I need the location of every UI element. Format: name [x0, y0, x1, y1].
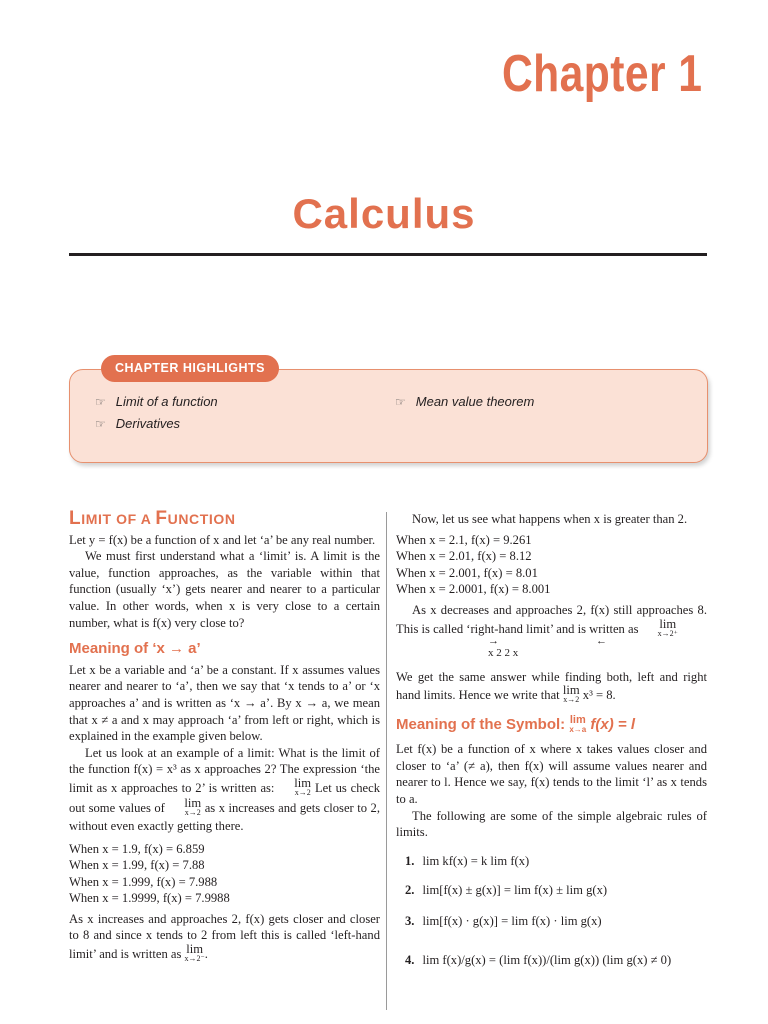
subsection-heading: Meaning of the Symbol: lim x→a f(x) = l	[396, 714, 636, 735]
subsection-heading: Meaning of ‘x → a’	[69, 640, 201, 658]
paragraph: Let us look at an example of a limit: What is the limit of the function f(x) = x³ as x approaches 2? The expression ‘the limit as x approaches to 2’ is written as: lim x→2 Let us check out some values of lim x→2 as x increases and gets closer to 2, without even exactly getting there.	[69, 745, 380, 833]
limit-expression: lim x→2⁻	[184, 942, 205, 964]
pointing-hand-icon: ☞	[95, 417, 106, 431]
chapter-title: Calculus	[292, 190, 476, 237]
pointing-hand-icon: ☞	[95, 395, 106, 409]
value-row: When x = 2.01, f(x) = 8.12	[396, 549, 532, 564]
paragraph: As x decreases and approaches 2, f(x) still approaches 8. This is called ‘right-hand limit’ and is written as lim x→2⁺	[396, 602, 707, 638]
highlights-tab: CHAPTER HIGHLIGHTS	[101, 355, 279, 382]
paragraph: The following are some of the simple algebraic rules of limits.	[396, 808, 707, 840]
paragraph: Let x be a variable and ‘a’ be a constant. If x assumes values nearer and nearer to ‘a’, then we say that ‘x tends to a’ or ‘x approaches a’ and is written as ‘x → a’. By x → a, we mean that x ≠ a and x may approach ‘a’ from left or right, which is explained in the example given below.	[69, 662, 380, 744]
limit-rule: 1. lim kf(x) = k lim f(x)	[405, 854, 530, 868]
column-divider	[386, 512, 387, 1010]
limit-rule: 4. lim f(x)/g(x) = (lim f(x))/(lim g(x)) (lim g(x) ≠ 0)	[405, 953, 672, 967]
value-row: When x = 2.1, f(x) = 9.261	[396, 532, 532, 547]
limit-rule: 2. lim[f(x) ± g(x)] = lim f(x) ± lim g(x)	[405, 883, 608, 897]
value-row: When x = 1.9999, f(x) = 7.9988	[69, 891, 230, 906]
chapter-number: Chapter 1	[501, 45, 702, 103]
value-row: When x = 2.001, f(x) = 8.01	[396, 565, 538, 580]
paragraph: As x increases and approaches 2, f(x) gets closer and closer to 8 and since x tends to 2 from left this is called ‘left-hand limit’ and is written as lim x→2⁻ .	[69, 911, 380, 964]
limit-expression: lim x→2⁺	[657, 616, 678, 638]
paragraph: We get the same answer while finding both, left and right hand limits. Hence we write that lim x→2 x³ = 8.	[396, 669, 707, 705]
value-row: When x = 2.0001, f(x) = 8.001	[396, 582, 551, 597]
paragraph: Let y = f(x) be a function of x and let ‘a’ be any real number.	[69, 532, 376, 547]
title-rule	[69, 253, 707, 256]
value-row: When x = 1.99, f(x) = 7.88	[69, 858, 205, 873]
limit-expression: lim x→2	[294, 775, 312, 797]
value-list	[396, 532, 707, 598]
limit-rule: 3. lim[f(x) · g(x)] = lim f(x) · lim g(x)	[405, 914, 602, 928]
arrow-figure: x 2 2 x → ←	[488, 634, 607, 659]
paragraph: Let f(x) be a function of x where x takes values closer and closer to ‘a’ (≠ a), then f(x) will assume values nearer and nearer to l. Hence we say, f(x) tends to the limit ‘l’ as x tends to a.	[396, 742, 707, 806]
highlight-item: ☞ Derivatives	[95, 416, 181, 431]
paragraph: Now, let us see what happens when x is greater than 2.	[412, 512, 688, 526]
section-heading: LIMIT OF A FUNCTION	[69, 508, 236, 529]
limit-expression: lim x→2	[184, 795, 202, 817]
paragraph: We must first understand what a ‘limit’ is. A limit is the value, function approaches, as the variable within that function (usually ‘x’) gets nearer and nearer to a particular value. In other words, when x is very close to a certain number, what is f(x) very close to?	[69, 549, 380, 630]
value-list	[69, 841, 380, 907]
value-row: When x = 1.999, f(x) = 7.988	[69, 874, 218, 889]
highlight-item: ☞ Mean value theorem	[395, 394, 535, 409]
right-column	[396, 511, 707, 841]
left-column	[69, 508, 380, 964]
limit-expression: lim x→2	[562, 683, 580, 705]
highlight-item: ☞ Limit of a function	[95, 394, 218, 409]
value-row: When x = 1.9, f(x) = 6.859	[69, 841, 205, 856]
pointing-hand-icon: ☞	[395, 395, 406, 409]
